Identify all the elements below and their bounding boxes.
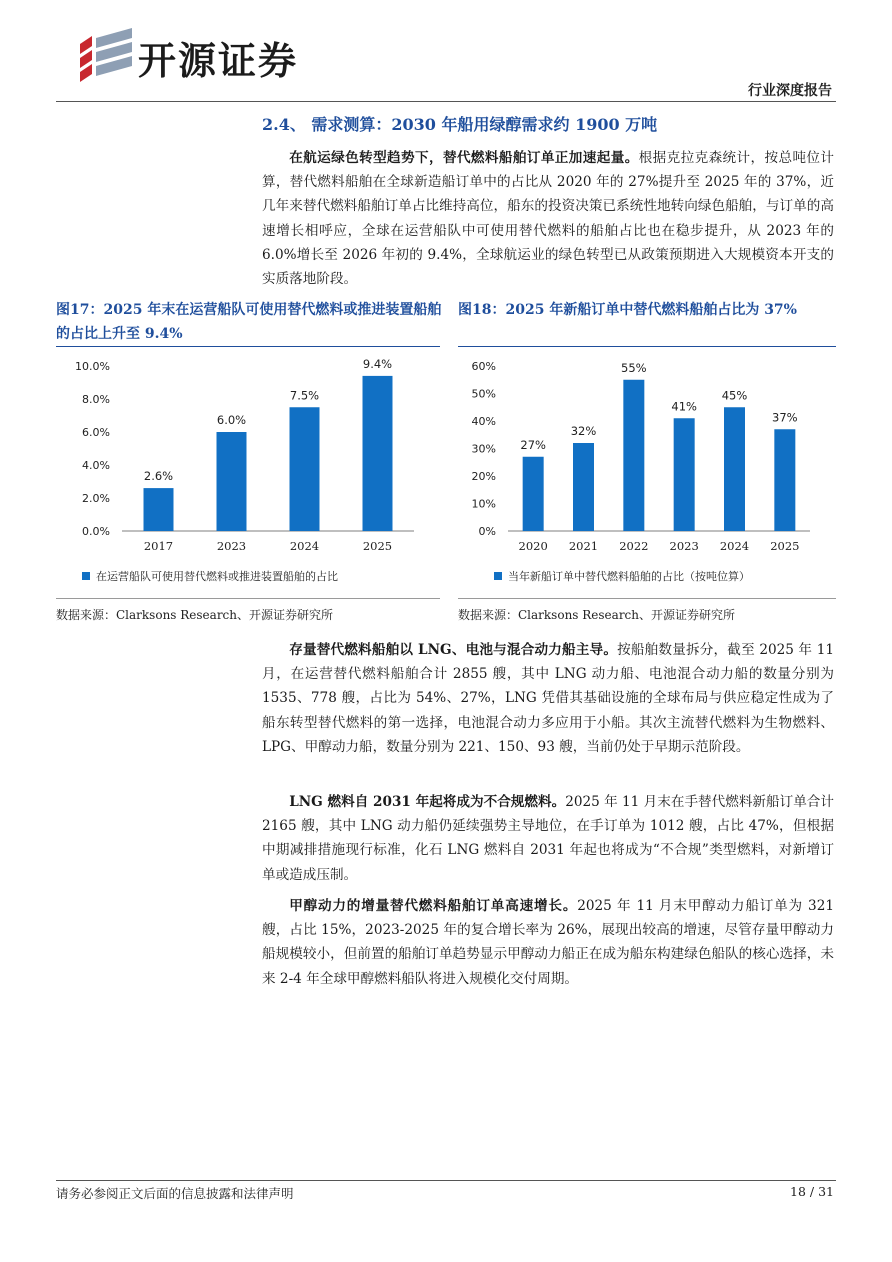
x-tick-label-2020: 2020 <box>518 539 548 553</box>
y-tick-label: 4.0% <box>82 459 110 472</box>
data-label-2024: 7.5% <box>289 388 320 403</box>
bar-2023 <box>674 418 695 531</box>
figure-18-source: 数据来源：Clarksons Research、开源证券研究所 <box>458 608 736 622</box>
figure-17-rule <box>56 346 440 347</box>
data-label-2023: 41% <box>671 399 697 414</box>
figure-17-source: 数据来源：Clarksons Research、开源证券研究所 <box>56 608 334 622</box>
bar-2024 <box>290 407 320 531</box>
paragraph-2 <box>262 638 834 759</box>
paragraph-4-lead: 甲醇动力的增量替代燃料船舶订单高速增长。 <box>289 898 578 914</box>
y-tick-label: 8.0% <box>82 393 110 406</box>
paragraph-3-lead: LNG 燃料自 2031 年起将成为不合规燃料。 <box>289 794 566 810</box>
data-label-2017: 2.6% <box>143 469 174 484</box>
report-type: 行业深度报告 <box>748 83 832 99</box>
y-tick-label: 40% <box>471 415 496 428</box>
y-tick-label: 30% <box>471 442 496 456</box>
page-number: 18 / 31 <box>790 1184 834 1199</box>
bar-2022 <box>623 380 644 531</box>
y-tick-label: 10% <box>471 497 496 511</box>
figure-18-legend <box>494 568 750 584</box>
paragraph-2-lead: 存量替代燃料船舶以 LNG、电池与混合动力船主导。 <box>289 642 618 658</box>
data-label-2024: 45% <box>721 388 748 403</box>
data-label-2023: 6.0% <box>216 413 247 427</box>
y-tick-label: 10.0% <box>75 360 110 373</box>
legend-swatch <box>494 572 502 580</box>
x-tick-label-2023: 2023 <box>669 539 699 553</box>
paragraph-4-text: 2025 年 11 月末甲醇动力船订单为 321 艘，占比 15%，2023-2025 年的复合增长率为 26%，展现出较高的增速，尽管存量甲醇动力船规模较小，但前置的船舶订单趋势显示甲醇动力船正在成为船东构建绿色船队的核心选择，未来 2-4 年全球甲醇燃料船队将进入规模化交付周期。 <box>262 898 835 987</box>
brand-logo-icon <box>76 26 136 82</box>
y-tick-label: 50% <box>471 387 496 401</box>
bar-2020 <box>523 457 544 531</box>
y-tick-label: 0.0% <box>82 525 110 538</box>
figure-18-chart <box>458 350 836 560</box>
y-tick-label: 0% <box>478 525 496 538</box>
figure-17-chart <box>56 350 440 560</box>
paragraph-3 <box>262 790 834 887</box>
paragraph-1-lead: 在航运绿色转型趋势下，替代燃料船舶订单正加速起量。 <box>289 150 639 166</box>
paragraph-3-text: 2025 年 11 月末在手替代燃料新船订单合计 2165 艘，其中 LNG 动力船仍延续强势主导地位，在手订单为 1012 艘，占比 47%，但根据中期减排措施现行标准，化石 LNG 燃料自 2031 年起也将成为“不合规”类型燃料，对新增订单或造成压制。 <box>262 794 835 883</box>
x-tick-label-2021: 2021 <box>568 539 599 553</box>
bar-2025 <box>363 376 393 531</box>
footer-disclaimer: 请务必参阅正文后面的信息披露和法律声明 <box>56 1186 294 1201</box>
data-label-2020: 27% <box>520 437 546 452</box>
bar-2024 <box>724 407 745 531</box>
bar-2023 <box>217 432 247 531</box>
paragraph-2-text: 按船舶数量拆分，截至 2025 年 11 月，在运营替代燃料船舶合计 2855 艘，其中 LNG 动力船、电池混合动力船的数量分别为 1535、778 艘，占比为 54%、27%，LNG 凭借其基础设施的全球布局与供应稳定性成为了船东转型替代燃料的第一选择，电池混合动力多应用于小船。其次主流替代燃料为生物燃料、LPG、甲醇动力船，数量分别为 221、150、93 艘，当前仍处于早期示范阶段。 <box>262 642 835 755</box>
figure-18-title: 图18：2025 年新船订单中替代燃料船舶占比为 37% <box>458 302 797 318</box>
figure-17-bottom-rule <box>56 598 440 599</box>
data-label-2021: 32% <box>570 424 597 438</box>
section-title: 2.4、 需求测算：2030 年船用绿醇需求约 1900 万吨 <box>262 115 658 134</box>
footer-divider <box>56 1180 836 1181</box>
x-tick-label-2025: 2025 <box>770 539 800 553</box>
x-tick-label-2024: 2024 <box>289 539 320 553</box>
bar-2025 <box>774 429 795 531</box>
figure-18-legend-label: 当年新船订单中替代燃料船舶的占比（按吨位算） <box>508 570 750 583</box>
y-tick-label: 60% <box>471 360 496 373</box>
paragraph-1 <box>262 146 834 291</box>
brand-name: 开源证券 <box>138 39 299 83</box>
figure-17-legend-label: 在运营船队可使用替代燃料或推进装置船舶的占比 <box>96 570 338 583</box>
x-tick-label-2025: 2025 <box>362 539 393 553</box>
x-tick-label-2022: 2022 <box>619 539 649 553</box>
bar-2021 <box>573 443 594 531</box>
x-tick-label-2024: 2024 <box>719 539 750 553</box>
y-tick-label: 6.0% <box>82 426 110 439</box>
page-header <box>0 0 892 102</box>
figure-17-legend <box>82 568 338 584</box>
x-tick-label-2017: 2017 <box>143 539 174 553</box>
y-tick-label: 20% <box>471 470 496 483</box>
paragraph-4 <box>262 894 834 991</box>
data-label-2025: 37% <box>772 410 798 425</box>
brand-logo <box>76 26 346 82</box>
data-label-2022: 55% <box>621 360 647 375</box>
header-divider <box>56 101 836 102</box>
figure-18-bottom-rule <box>458 598 836 599</box>
x-tick-label-2023: 2023 <box>216 539 247 553</box>
figure-17-title: 图17：2025 年末在运营船队可使用替代燃料或推进装置船舶的占比上升至 9.4% <box>56 302 442 342</box>
paragraph-1-text: 根据克拉克森统计，按总吨位计算，替代燃料船舶在全球新造船订单中的占比从 2020 年的 27%提升至 2025 年的 37%，近几年来替代燃料船舶订单占比维持高位，船东的投资决策已系统性地转向绿色船舶，与订单的高速增长相呼应，全球在运营船队中可使用替代燃料的船舶占比也在稳步提升，从 2023 年的 6.0%增长至 2026 年初的 9.4%，全球航运业的绿色转型已从政策预期进入大规模资本开支的实质落地阶段。 <box>262 150 834 288</box>
legend-swatch <box>82 572 90 580</box>
bar-2017 <box>144 488 174 531</box>
y-tick-label: 2.0% <box>82 492 110 505</box>
figure-18-rule <box>458 346 836 347</box>
data-label-2025: 9.4% <box>362 356 393 371</box>
